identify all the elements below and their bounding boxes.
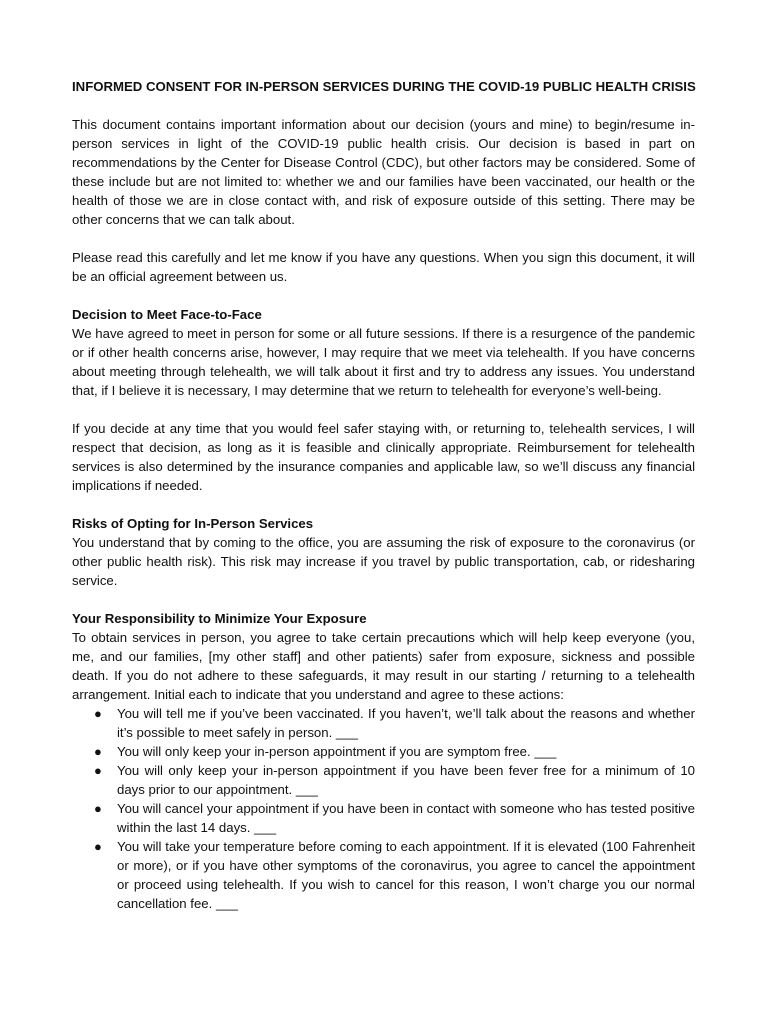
intro-paragraph-2: Please read this carefully and let me know if you have any questions. When you sign this document, it will be an official agreement between us. <box>72 250 695 284</box>
list-item <box>72 837 695 913</box>
list-item <box>72 742 695 761</box>
responsibility-paragraph: To obtain services in person, you agree to take certain precautions which will help keep everyone (you, me, and our families, [my other staff] and other patients) safer from exposure, sickness and possible death. If you do not adhere to these safeguards, it may result in our starting / returning to a telehealth arrangement. Initial each to indicate that you understand and agree to these actions: <box>72 630 695 702</box>
list-item <box>72 704 695 742</box>
action-text: You will tell me if you’ve been vaccinated. If you haven’t, we’ll talk about the reasons and whether it’s possible to meet safely in person. ___ <box>117 706 695 740</box>
bullet-icon: ● <box>94 801 102 816</box>
action-text: You will take your temperature before coming to each appointment. If it is elevated (100 Fahrenheit or more), or if you have other symptoms of the coronavirus, you agree to cancel the appointment or proceed using telehealth. If you wish to cancel for this reason, I won’t charge you our normal cancellation fee. ___ <box>117 839 695 911</box>
consent-document <box>72 77 695 913</box>
bullet-icon: ● <box>94 744 102 759</box>
section-heading-risks: Risks of Opting for In-Person Services <box>72 516 314 531</box>
bullet-icon: ● <box>94 839 102 854</box>
bullet-icon: ● <box>94 706 102 721</box>
list-item <box>72 799 695 837</box>
section-heading-responsibility: Your Responsibility to Minimize Your Exposure <box>72 611 367 626</box>
action-text: You will cancel your appointment if you have been in contact with someone who has tested positive within the last 14 days. ___ <box>117 801 695 835</box>
section-heading-decision: Decision to Meet Face-to-Face <box>72 307 262 322</box>
document-title: INFORMED CONSENT FOR IN-PERSON SERVICES DURING THE COVID-19 PUBLIC HEALTH CRISIS <box>72 79 696 94</box>
action-text: You will only keep your in-person appointment if you are symptom free. ___ <box>117 744 557 759</box>
action-text: You will only keep your in-person appointment if you have been fever free for a minimum of 10 days prior to our appointment. ___ <box>117 763 695 797</box>
list-item <box>72 761 695 799</box>
bullet-icon: ● <box>94 763 102 778</box>
risks-paragraph: You understand that by coming to the office, you are assuming the risk of exposure to the coronavirus (or other public health risk). This risk may increase if you travel by public transportation, cab, or ridesharing service. <box>72 535 695 588</box>
actions-list <box>72 704 695 913</box>
decision-paragraph-2: If you decide at any time that you would feel safer staying with, or returning to, telehealth services, I will respect that decision, as long as it is feasible and clinically appropriate. Reimbursement for telehealth services is also determined by the insurance companies and applicable law, so we’ll discuss any financial implications if needed. <box>72 421 695 493</box>
intro-paragraph-1: This document contains important information about our decision (yours and mine) to begin/resume in-person services in light of the COVID-19 public health crisis. Our decision is based in part on recommendations by the Center for Disease Control (CDC), but other factors may be considered. Some of these include but are not limited to: whether we and our families have been vaccinated, our health or the health of those we are in close contact with, and risk of exposure outside of this setting. There may be other concerns that we can talk about. <box>72 117 695 227</box>
decision-paragraph-1: We have agreed to meet in person for some or all future sessions. If there is a resurgence of the pandemic or if other health concerns arise, however, I may require that we meet via telehealth. If you have concerns about meeting through telehealth, we will talk about it first and try to address any issues. You understand that, if I believe it is necessary, I may determine that we return to telehealth for everyone’s well-being. <box>72 326 695 398</box>
